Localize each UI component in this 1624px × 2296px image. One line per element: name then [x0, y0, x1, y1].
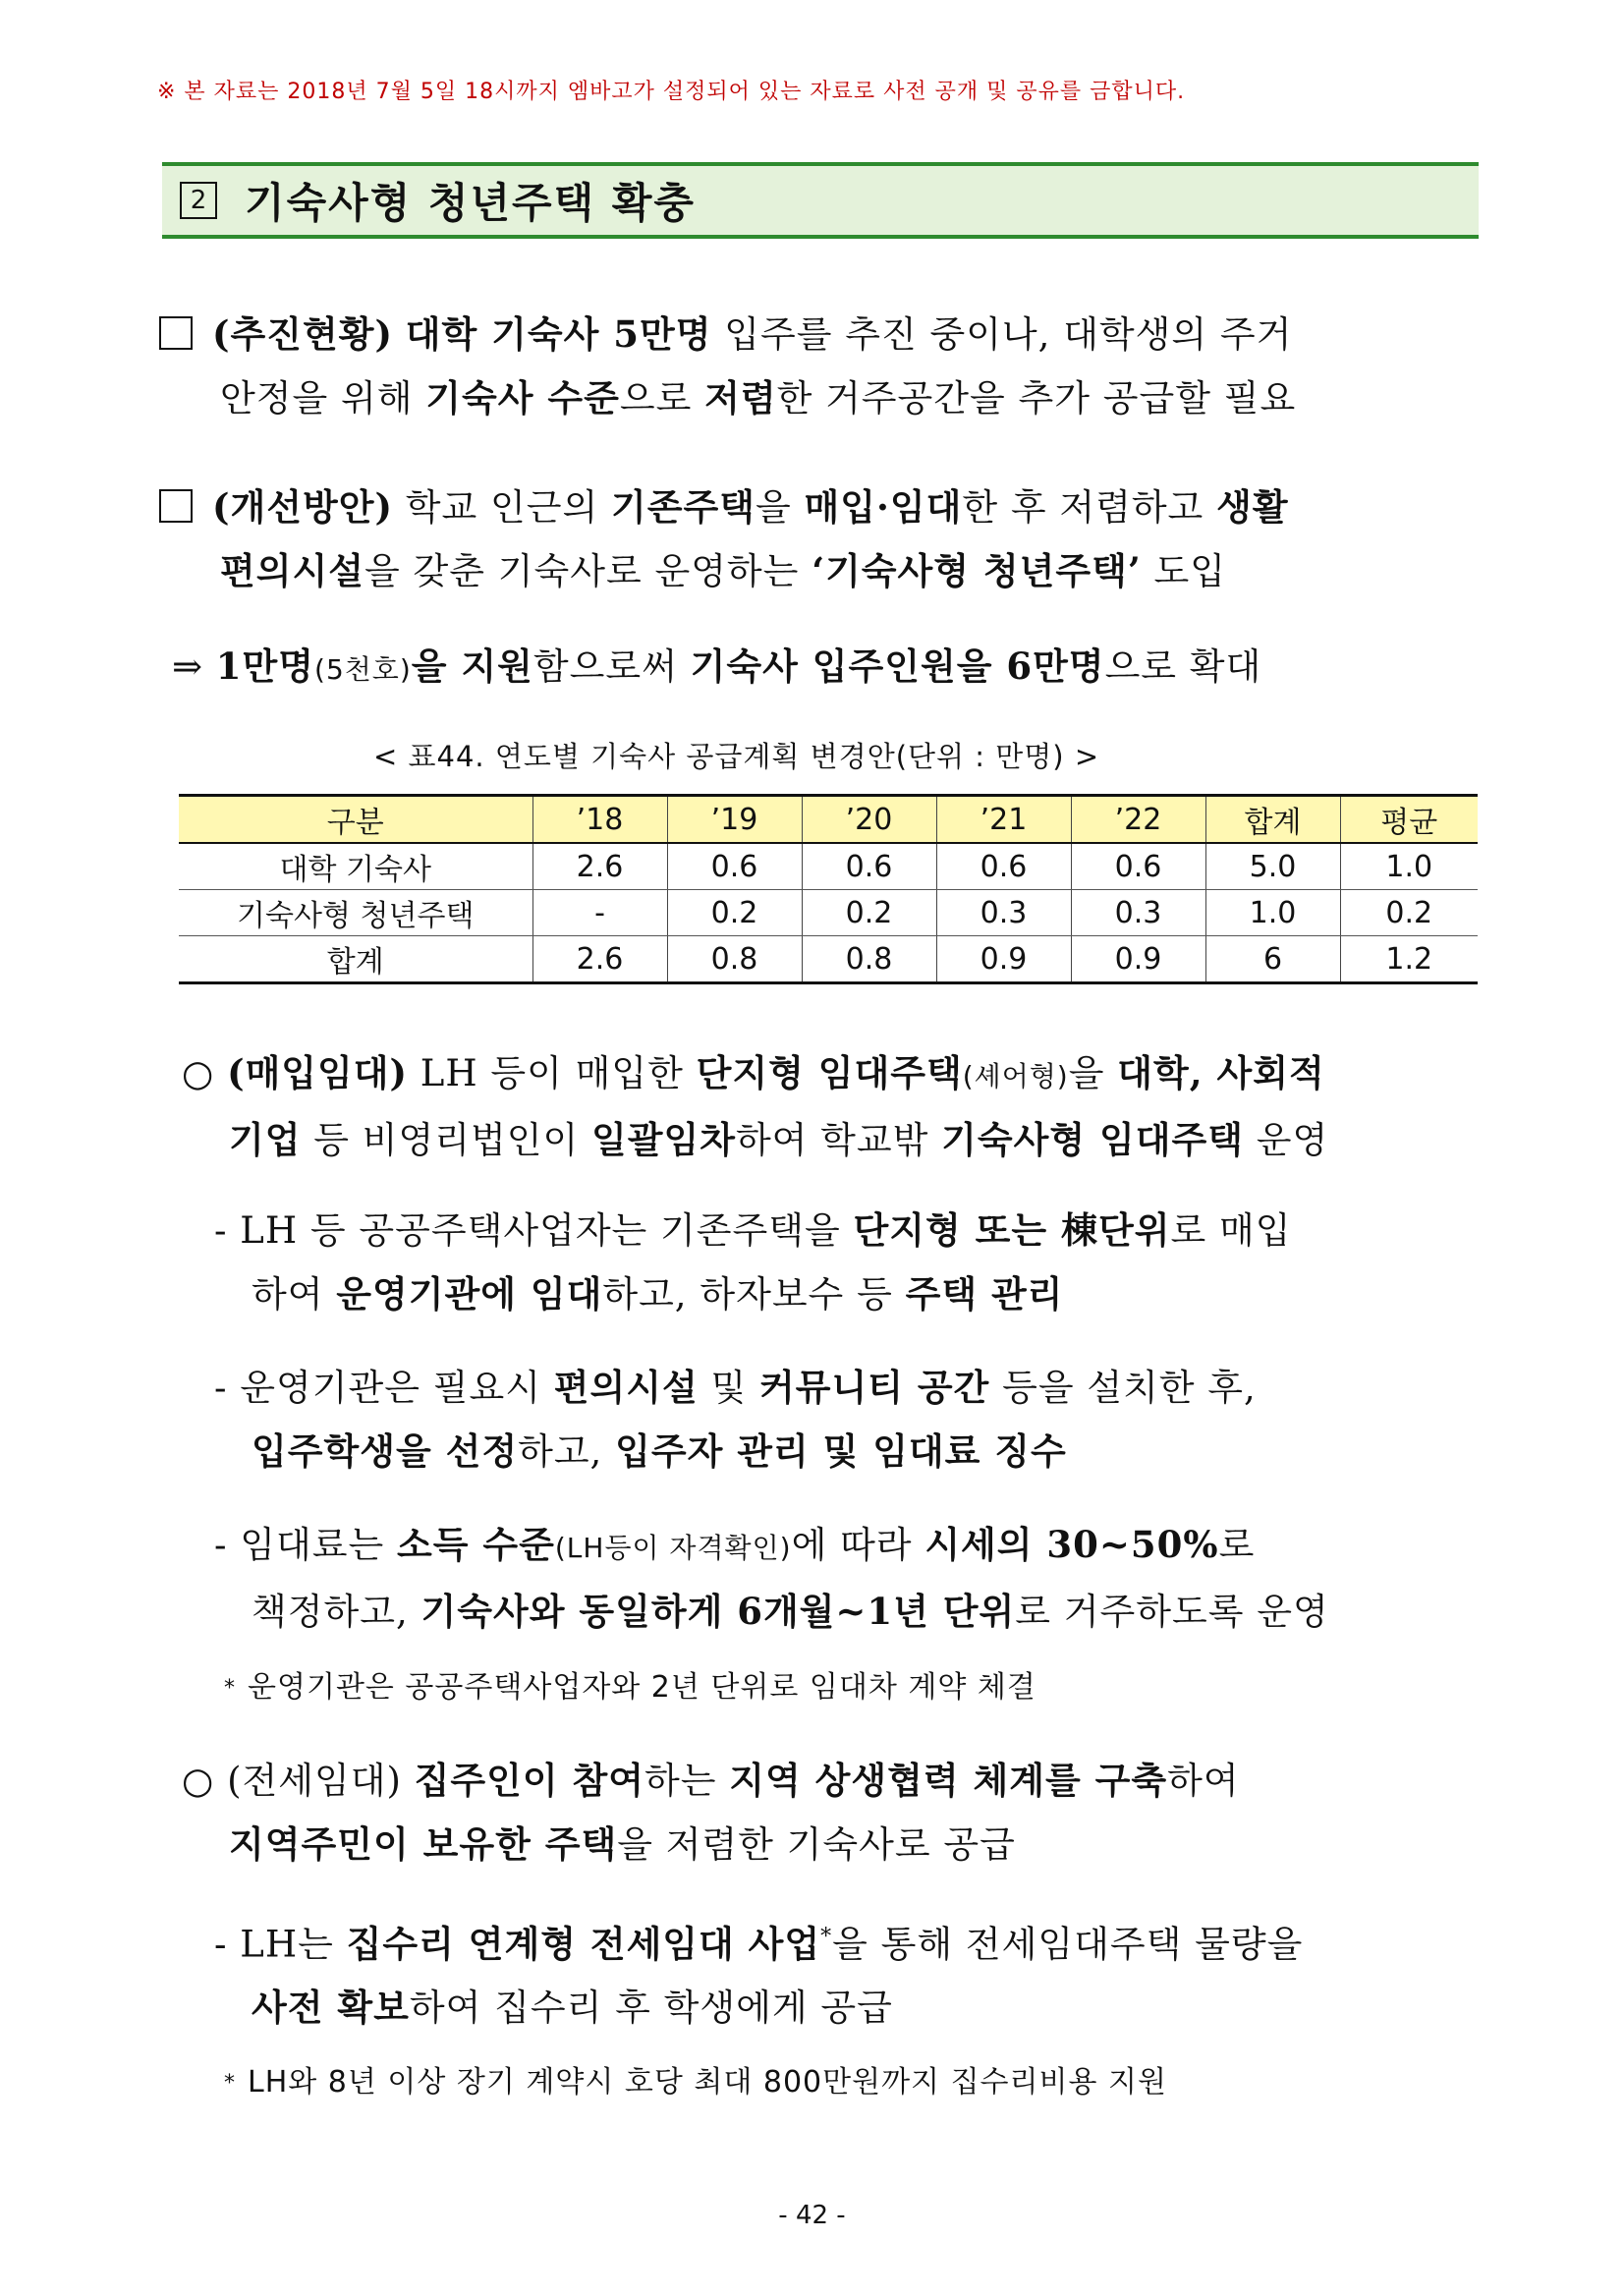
- table-row: [179, 843, 1478, 890]
- table-header-cell: ’22: [1071, 796, 1205, 844]
- table-cell: 0.9: [1071, 936, 1205, 983]
- table-cell: 0.6: [667, 843, 802, 890]
- table-cell: 기숙사형 청년주택: [179, 890, 532, 936]
- section-number-box: 2: [180, 182, 217, 219]
- table-cell: 0.3: [936, 890, 1071, 936]
- table-cell: 0.2: [1340, 890, 1478, 936]
- purchase-detail-1: - LH 등 공공주택사업자는 기존주택을 단지형 또는 棟단위로 매입 하여 운영기관에 임대하고, 하자보수 등 주택 관리: [214, 1208, 1292, 1316]
- table-cell: -: [532, 890, 667, 936]
- table-header-cell: ’20: [802, 796, 936, 844]
- table-header-cell: ’21: [936, 796, 1071, 844]
- table-cell: 1.0: [1340, 843, 1478, 890]
- section-header: [162, 162, 1479, 239]
- table-cell: 대학 기숙사: [179, 843, 532, 890]
- purchase-footnote: * 운영기관은 공공주택사업자와 2년 단위로 임대차 계약 체결: [224, 1670, 1036, 1705]
- table-header-cell: ’18: [532, 796, 667, 844]
- checkbox-square-icon: [159, 489, 193, 523]
- table-header-cell: 합계: [1205, 796, 1340, 844]
- table-caption: < 표44. 연도별 기숙사 공급계획 변경안(단위 : 만명) >: [373, 740, 1100, 773]
- circle-bullet-icon: ○: [182, 1052, 215, 1094]
- table-cell: 2.6: [532, 843, 667, 890]
- table-header-cell: 평균: [1340, 796, 1478, 844]
- embargo-notice: ※ 본 자료는 2018년 7월 5일 18시까지 엠바고가 설정되어 있는 자료로 사전 공개 및 공유를 금합니다.: [157, 80, 1186, 104]
- table-cell: 합계: [179, 936, 532, 983]
- table-row: [179, 936, 1478, 983]
- purchase-lease-paragraph: ○ (매입임대) LH 등이 매입한 단지형 임대주택(셰어형)을 대학, 사회적 기업 등 비영리법인이 일괄임차하여 학교밖 기숙사형 임대주택 운영: [182, 1051, 1329, 1161]
- table-cell: 1.2: [1340, 936, 1478, 983]
- table-cell: 5.0: [1205, 843, 1340, 890]
- jeonse-detail-1: - LH는 집수리 연계형 전세임대 사업*을 통해 전세임대주택 물량을 사전 확보하여 집수리 후 학생에게 공급: [214, 1922, 1304, 2030]
- table-cell: 0.6: [1071, 843, 1205, 890]
- purchase-detail-3: - 임대료는 소득 수준(LH등이 자격확인)에 따라 시세의 30~50%로 책정하고, 기숙사와 동일하게 6개월~1년 단위로 거주하도록 운영: [214, 1523, 1329, 1633]
- table-cell: 0.3: [1071, 890, 1205, 936]
- page-number: - 42 -: [778, 2201, 846, 2230]
- purchase-detail-2: - 운영기관은 필요시 편의시설 및 커뮤니티 공간 등을 설치한 후, 입주학생을 선정하고, 입주자 관리 및 임대료 징수: [214, 1366, 1257, 1473]
- status-paragraph: (추진현황) 대학 기숙사 5만명 입주를 추진 중이나, 대학생의 주거 안정을 위해 기숙사 수준으로 저렴한 거주공간을 추가 공급할 필요: [159, 303, 1296, 430]
- checkbox-square-icon: [159, 316, 193, 350]
- table-row: [179, 890, 1478, 936]
- table-cell: 1.0: [1205, 890, 1340, 936]
- table-cell: 0.2: [802, 890, 936, 936]
- table-cell: 0.6: [936, 843, 1071, 890]
- table-header-cell: 구분: [179, 796, 532, 844]
- arrow-icon: ⇒: [172, 645, 204, 688]
- table-header-cell: ’19: [667, 796, 802, 844]
- plan-paragraph: (개선방안) 학교 인근의 기존주택을 매입·임대한 후 저렴하고 생활 편의시설을 갖춘 기숙사로 운영하는 ‘기숙사형 청년주택’ 도입: [159, 476, 1289, 603]
- jeonse-footnote: * LH와 8년 이상 장기 계약시 호당 최대 800만원까지 집수리비용 지원: [224, 2065, 1167, 2100]
- table-cell: 0.9: [936, 936, 1071, 983]
- table-cell: 2.6: [532, 936, 667, 983]
- table-cell: 0.8: [802, 936, 936, 983]
- table-cell: 0.6: [802, 843, 936, 890]
- circle-bullet-icon: ○: [182, 1760, 215, 1802]
- section-title: 기숙사형 청년주택 확충: [245, 179, 696, 227]
- jeonse-lease-paragraph: ○ (전세임대) 집주인이 참여하는 지역 상생협력 체계를 구축하여 지역주민이 보유한 주택을 저렴한 기숙사로 공급: [182, 1759, 1240, 1866]
- table-cell: 6: [1205, 936, 1340, 983]
- table-cell: 0.8: [667, 936, 802, 983]
- result-line: ⇒ 1만명(5천호)을 지원함으로써 기숙사 입주인원을 6만명으로 확대: [172, 644, 1262, 688]
- table-cell: 0.2: [667, 890, 802, 936]
- table-header-row: [179, 796, 1478, 844]
- supply-plan-table: [179, 794, 1478, 984]
